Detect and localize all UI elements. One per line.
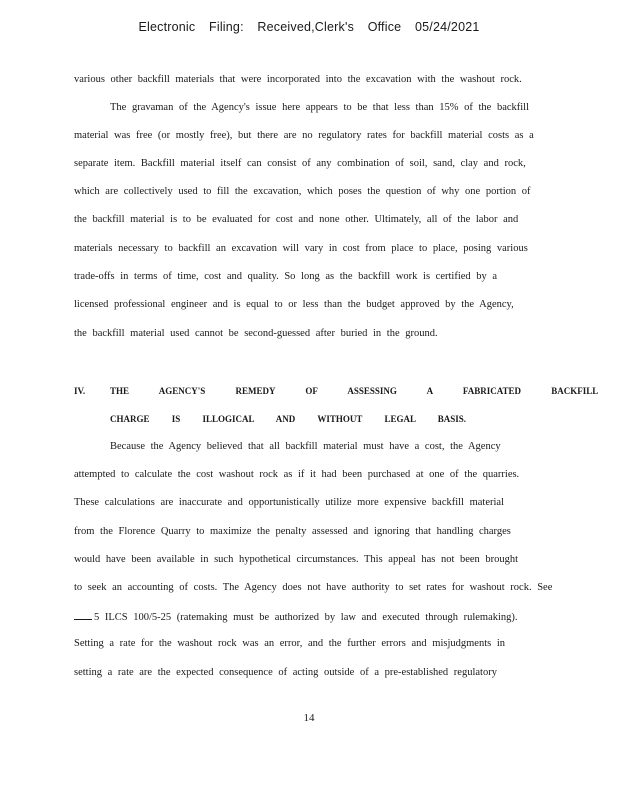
body-text-line: materials necessary to backfill an excavation will vary in cost from place to place, posing various xyxy=(74,243,528,254)
body-text-line xyxy=(74,610,518,623)
page-number: 14 xyxy=(303,712,315,724)
body-text-line: would have been available in such hypothetical circumstances. This appeal has not been brought xyxy=(74,554,519,565)
body-text-line: to seek an accounting of costs. The Agency does not have authority to set rates for washout rock. See xyxy=(74,582,553,593)
body-text-line: material was free (or mostly free), but there are no regulatory rates for backfill material costs as a xyxy=(74,130,534,141)
body-text-line: which are collectively used to fill the excavation, which poses the question of why one portion of xyxy=(74,186,531,197)
body-text-line: Setting a rate for the washout rock was an error, and the further errors and misjudgments in xyxy=(74,638,506,649)
citation-text: 5 ILCS 100/5-25 (ratemaking must be authorized by law and executed through rulemaking). xyxy=(94,612,518,623)
body-text-line: trade-offs in terms of time, cost and quality. So long as the backfill work is certified by a xyxy=(74,271,498,282)
body-text-line: The gravaman of the Agency's issue here appears to be that less than 15% of the backfill xyxy=(110,102,530,113)
body-text-line: These calculations are inaccurate and opportunistically utilize more expensive backfill material xyxy=(74,497,504,508)
body-text-line: attempted to calculate the cost washout rock as if it had been purchased at one of the quarries. xyxy=(74,469,520,480)
body-text-line: from the Florence Quarry to maximize the penalty assessed and ignoring that handling charges xyxy=(74,526,511,537)
body-text-line: licensed professional engineer and is equal to or less than the budget approved by the Agency, xyxy=(74,299,514,310)
section-number: IV. xyxy=(74,386,86,396)
body-text-line: various other backfill materials that were incorporated into the excavation with the washout rock. xyxy=(74,74,522,85)
filing-stamp-header: Electronic Filing: Received,Clerk's Office 05/24/2021 xyxy=(138,20,480,34)
citation-blank-underline xyxy=(74,610,92,620)
body-text-line: the backfill material used cannot be second-guessed after buried in the ground. xyxy=(74,328,438,339)
body-text-line: separate item. Backfill material itself can consist of any combination of soil, sand, clay and rock, xyxy=(74,158,526,169)
section-heading-line-1: THE AGENCY'S REMEDY OF ASSESSING A FABRICATED BACKFILL xyxy=(110,386,599,396)
body-text-line: Because the Agency believed that all backfill material must have a cost, the Agency xyxy=(110,441,501,452)
body-text-line: setting a rate are the expected consequence of acting outside of a pre-established regulatory xyxy=(74,667,497,678)
body-text-line: the backfill material is to be evaluated for cost and none other. Ultimately, all of the labor and xyxy=(74,214,519,225)
section-heading-line-2: CHARGE IS ILLOGICAL AND WITHOUT LEGAL BASIS. xyxy=(110,414,466,424)
